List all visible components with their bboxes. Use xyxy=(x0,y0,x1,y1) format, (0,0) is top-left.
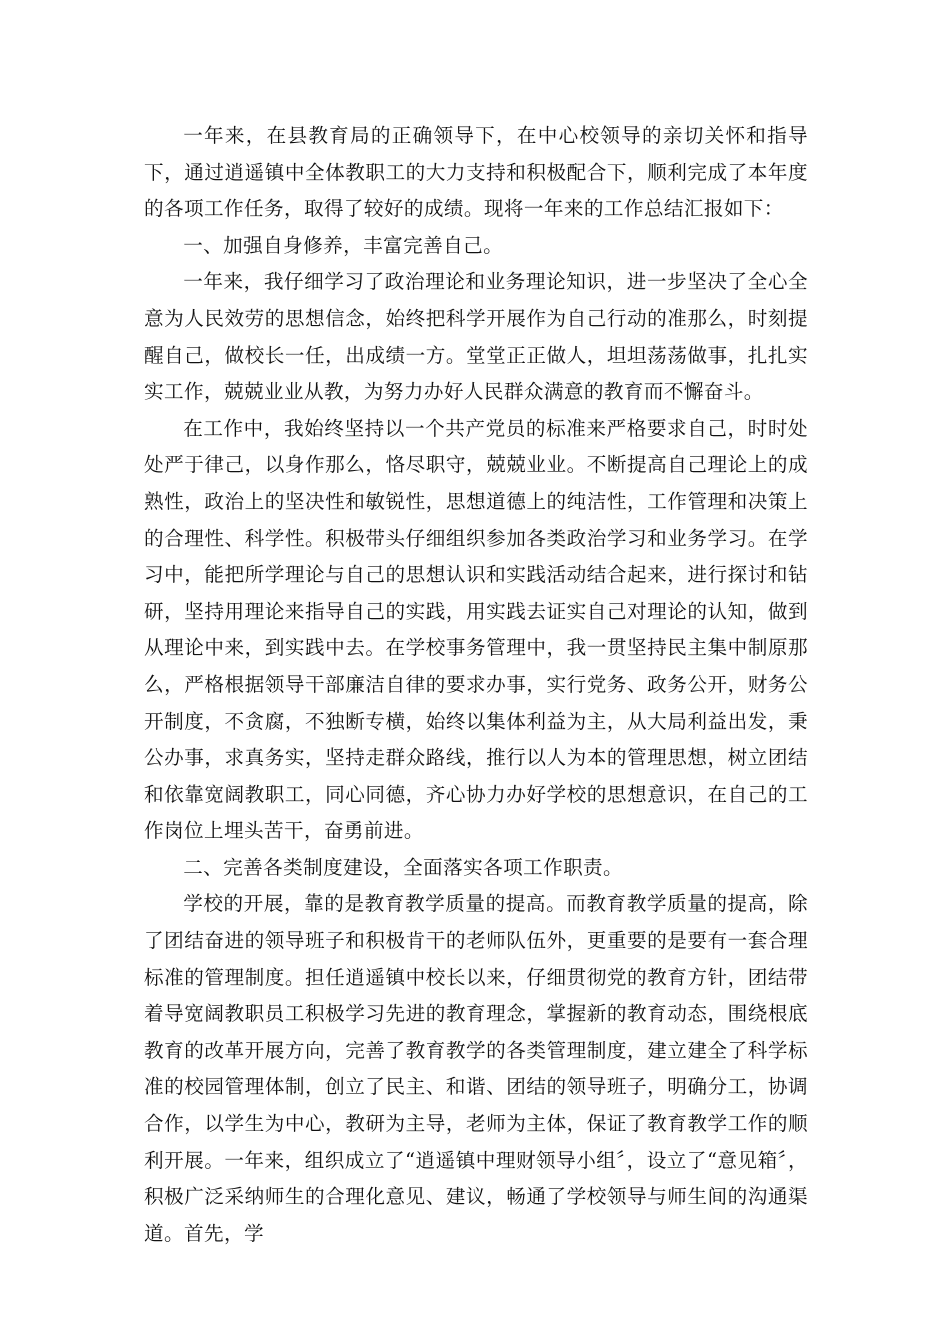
section-heading-1: 一、加强自身修养，丰富完善自己。 xyxy=(183,233,504,257)
paragraph-system: 学校的开展，靠的是教育教学质量的提高。而教育教学质量的提高，除了团结奋进的领导班子和积极肯干的老师队伍外，更重要的是要有一套合理标准的管理制度。担任逍遥镇中校长以来，仔细贯彻党的教育方针，团结带着导宽阔教职员工积极学习先进的教育理念，掌握新的教育动态，围绕根底教育的改革开展方向，完善了教育教学的各类管理制度，建立建全了科学标准的校园管理体制，创立了民主、和谐、团结的领导班子，明确分工，协调合作，以学生为中心，教研为主导，老师为主体，保证了教育教学工作的顺利开展。一年来，组织成立了“逍遥镇中理财领导小组〞，设立了“意见箱〞，积极广泛采纳师生的合理化意见、建议，畅通了学校领导与师生间的沟通渠道。首先，学 xyxy=(144,892,808,1245)
paragraph-work: 在工作中，我始终坚持以一个共产党员的标准来严格要求自己，时时处处严于律己，以身作那么，恪尽职守，兢兢业业。不断提高自己理论上的成熟性，政治上的坚决性和敏锐性，思想道德上的纯洁性，工作管理和决策上的合理性、科学性。积极带头仔细组织参加各类政治学习和业务学习。在学习中，能把所学理论与自己的思想认识和实践活动结合起来，进行探讨和钻研，坚持用理论来指导自己的实践，用实践去证实自己对理论的认知，做到从理论中来，到实践中去。在学校事务管理中，我一贯坚持民主集中制原那么，严格根据领导干部廉洁自律的要求办事，实行党务、政务公开，财务公开制度，不贪腐，不独断专横，始终以集体利益为主，从大局利益出发，秉公办事，求真务实，坚持走群众路线，推行以人为本的管理思想，树立团结和依靠宽阔教职工，同心同德，齐心协力办好学校的思想意识，在自己的工作岗位上埋头苦干，奋勇前进。 xyxy=(144,416,808,843)
section-heading-2: 二、完善各类制度建设，全面落实各项工作职责。 xyxy=(183,855,624,879)
paragraph-intro: 一年来，在县教育局的正确领导下，在中心校领导的亲切关怀和指导下，通过逍遥镇中全体教职工的大力支持和积极配合下，顺利完成了本年度的各项工作任务，取得了较好的成绩。现将一年来的工作总结汇报如下： xyxy=(144,124,808,221)
document-body xyxy=(144,118,808,1252)
paragraph-study: 一年来，我仔细学习了政治理论和业务理论知识，进一步坚决了全心全意为人民效劳的思想信念，始终把科学开展作为自己行动的准那么，时刻提醒自己，做校长一任，出成绩一方。堂堂正正做人，坦坦荡荡做事，扎扎实实工作，兢兢业业从教，为努力办好人民群众满意的教育而不懈奋斗。 xyxy=(144,270,808,404)
